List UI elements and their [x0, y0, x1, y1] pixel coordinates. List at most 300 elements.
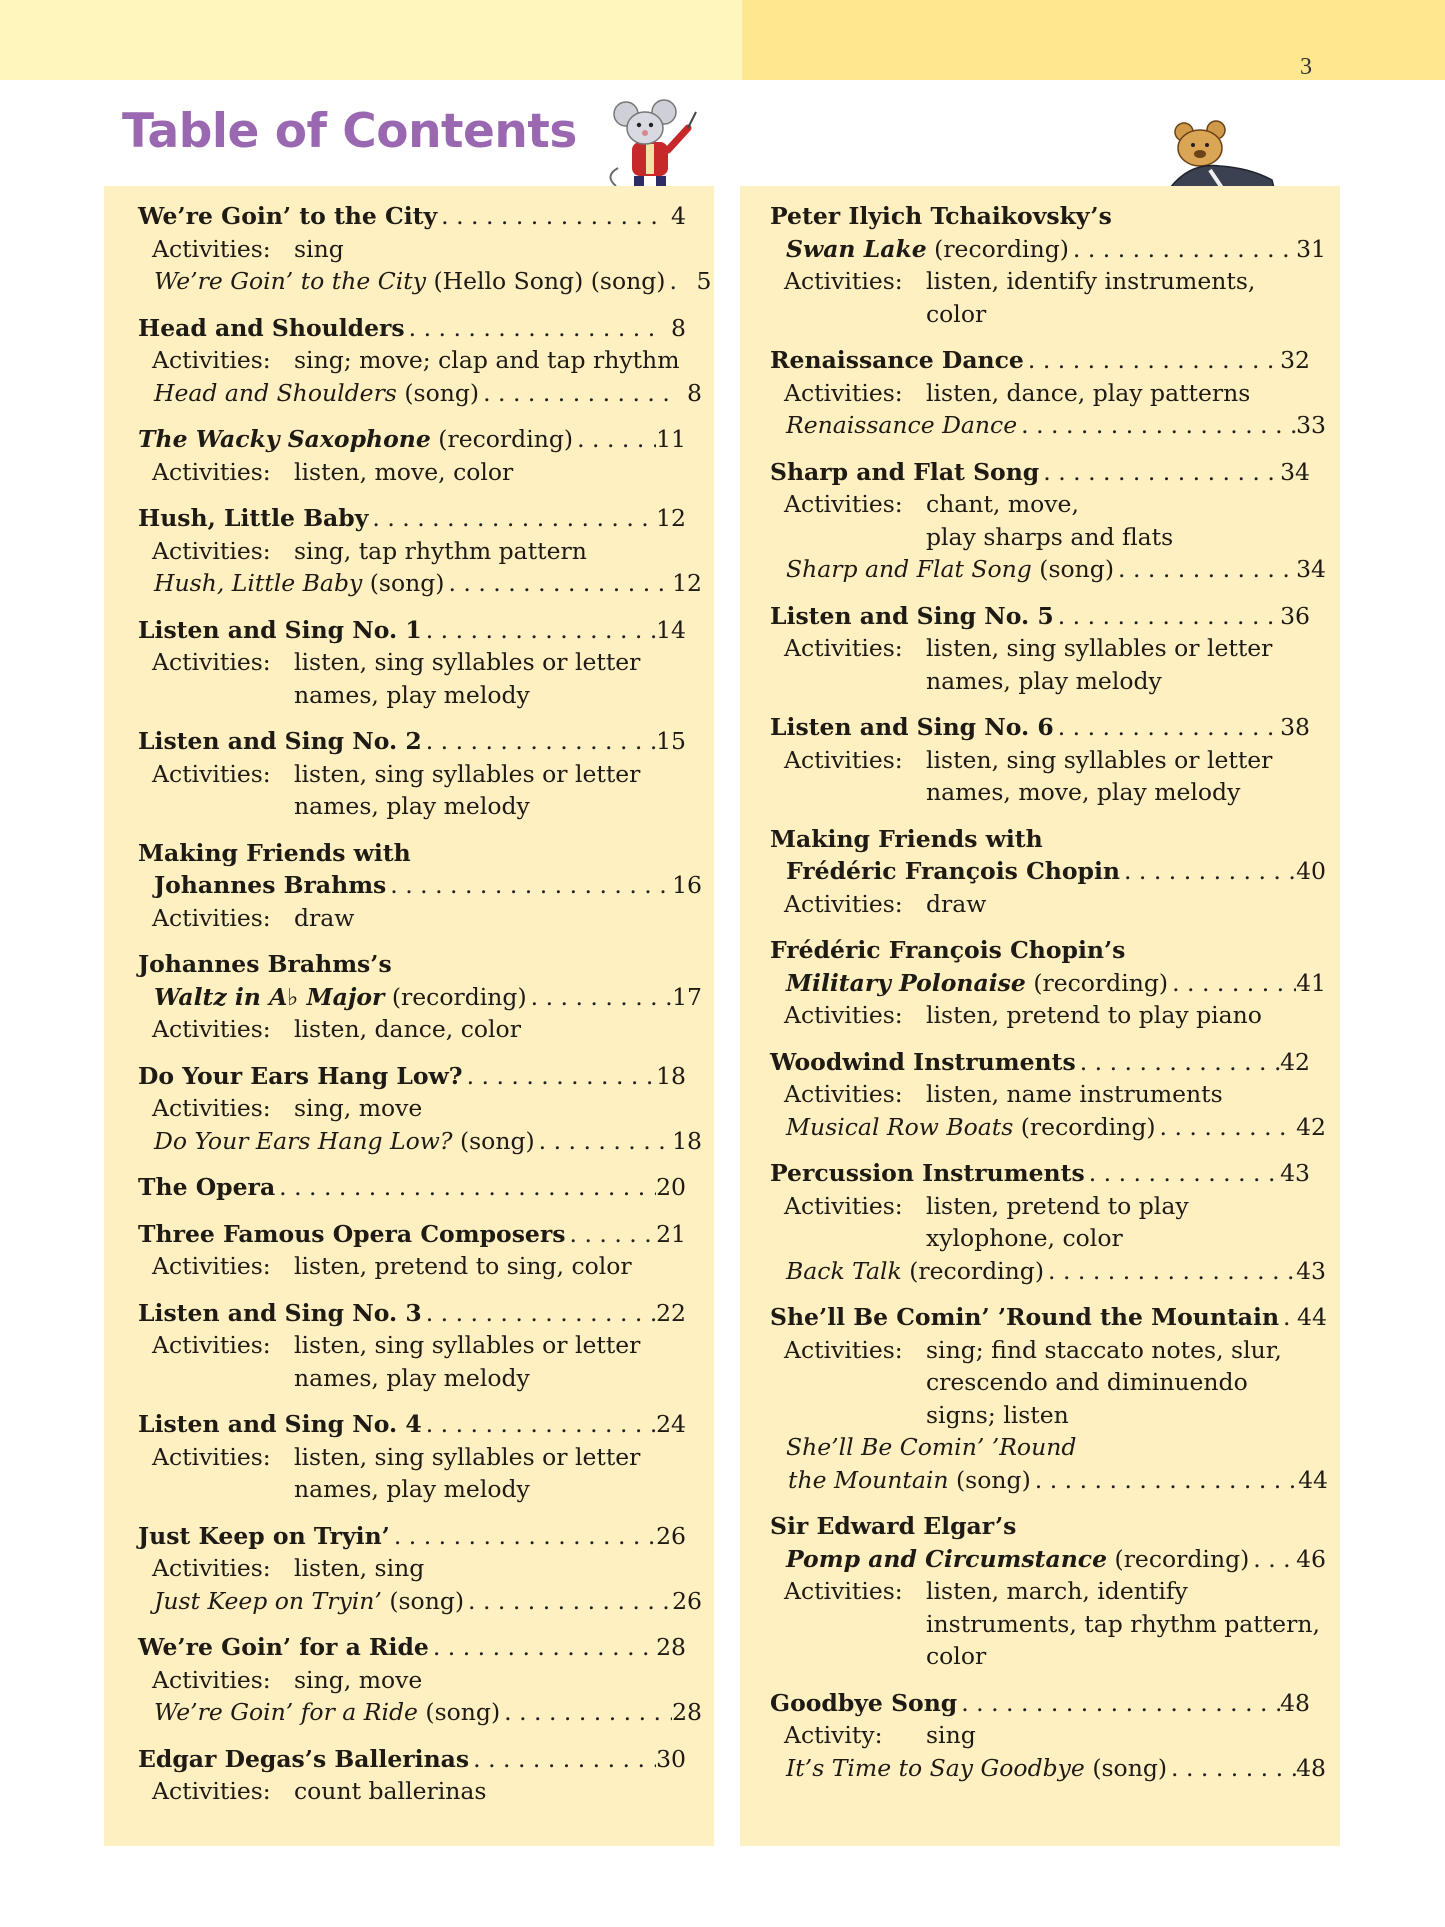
toc-line: [770, 823, 1310, 856]
toc-line[interactable]: [138, 1125, 702, 1158]
activities-line: [138, 344, 700, 377]
entry-title: Johannes Brahms: [154, 871, 387, 899]
toc-line[interactable]: [138, 1171, 686, 1204]
toc-entry: [138, 1743, 714, 1808]
toc-line: [770, 200, 1310, 233]
toc-entry: [770, 456, 1340, 586]
work-type: (recording): [926, 234, 1069, 263]
activities-line: [138, 1092, 700, 1125]
page-ref: 28: [656, 1633, 686, 1661]
entry-title: Listen and Sing No. 6: [770, 713, 1054, 741]
page-ref: 26: [656, 1521, 686, 1550]
work-type: (recording): [384, 982, 527, 1011]
activities-label: Activities:: [784, 889, 903, 918]
activities-text: color: [926, 299, 987, 328]
header-band-left: [0, 0, 742, 80]
page-ref: 40: [1296, 857, 1326, 885]
entry-title: Woodwind Instruments: [770, 1047, 1076, 1076]
activities-line: [770, 265, 1324, 298]
activities-label: Activities:: [784, 490, 903, 518]
activities-text: sing; move; clap and tap rhythm: [294, 346, 680, 374]
activities-line: [770, 1190, 1324, 1223]
leader-dots: [479, 377, 674, 410]
page-ref: 20: [656, 1173, 686, 1201]
activities-line: [770, 1719, 1324, 1752]
toc-line: [138, 837, 686, 870]
toc-line[interactable]: [770, 1111, 1326, 1144]
activities-label: Activities:: [784, 1577, 903, 1605]
page-ref: 14: [656, 615, 686, 644]
leader-dots: [1114, 553, 1296, 586]
toc-line[interactable]: [138, 1696, 702, 1729]
entry-title: We’re Goin’ to the City: [138, 202, 438, 230]
page-ref: 42: [1296, 1112, 1326, 1141]
activities-label: Activities:: [784, 1080, 903, 1108]
page-ref: 12: [656, 504, 686, 532]
entry-title: Listen and Sing No. 5: [770, 601, 1054, 630]
toc-line[interactable]: [770, 711, 1310, 744]
work-title: Swan Lake: [786, 234, 927, 263]
activities-line: [138, 1250, 700, 1283]
leader-dots: [390, 1520, 656, 1553]
activities-line: [138, 790, 700, 823]
activities-text: color: [926, 1642, 987, 1670]
activities-line: [138, 1013, 700, 1046]
song-title: Back Talk: [786, 1256, 902, 1285]
page-ref: 16: [672, 871, 702, 899]
toc-entry: [138, 1408, 714, 1506]
leader-dots: [1120, 855, 1296, 888]
activities-line: [138, 456, 700, 489]
toc-line[interactable]: [770, 855, 1326, 888]
toc-entry: [770, 1510, 1340, 1673]
entry-title: Do Your Ears Hang Low?: [138, 1061, 463, 1090]
page-ref: 21: [656, 1219, 686, 1248]
entry-title: Listen and Sing No. 4: [138, 1410, 422, 1438]
song-type: (Hello Song) (song): [425, 267, 666, 295]
toc-entry: [138, 948, 714, 1046]
toc-entry: [770, 1046, 1340, 1144]
activities-label: Activities:: [784, 1191, 903, 1220]
activities-line: [138, 1775, 700, 1808]
activities-label: Activities:: [784, 1335, 903, 1364]
leader-dots: [422, 1408, 656, 1441]
activities-label: Activities:: [152, 759, 271, 788]
toc-panel-left: [104, 186, 714, 1846]
leader-dots: [500, 1696, 672, 1729]
page-ref: 36: [1280, 601, 1310, 630]
page-ref: 24: [656, 1410, 686, 1438]
activities-label: Activities:: [784, 634, 903, 662]
toc-line[interactable]: [138, 1060, 686, 1093]
song-type: (song): [1031, 555, 1115, 583]
song-title: She’ll Be Comin’ ’Round: [786, 1433, 1077, 1461]
activities-text: signs; listen: [926, 1400, 1069, 1429]
activities-line: [770, 999, 1324, 1032]
toc-line[interactable]: [138, 1218, 686, 1251]
toc-line[interactable]: [770, 344, 1310, 377]
activities-text: names, play melody: [926, 666, 1162, 695]
toc-entry: [138, 1171, 714, 1204]
activities-line: [770, 1575, 1324, 1608]
activities-text: listen, pretend to play piano: [926, 1001, 1262, 1029]
entry-title: Hush, Little Baby: [138, 504, 369, 532]
leader-dots: [1017, 409, 1296, 442]
entry-title: Renaissance Dance: [770, 346, 1024, 374]
activities-label: Activities:: [152, 1554, 271, 1582]
activities-text: listen, pretend to play: [926, 1191, 1189, 1220]
leader-dots: [422, 725, 656, 758]
song-type: (recording): [901, 1256, 1045, 1285]
toc-entry: [138, 1060, 714, 1158]
song-title: Hush, Little Baby: [154, 569, 363, 597]
entry-type: (recording): [430, 425, 574, 453]
toc-line[interactable]: [770, 456, 1310, 489]
activities-text: listen, identify instruments,: [926, 267, 1256, 295]
activities-text: listen, sing syllables or letter: [294, 759, 641, 788]
entry-title: Making Friends with: [770, 824, 1043, 853]
leader-dots: [527, 981, 672, 1014]
activities-line: [138, 1552, 700, 1585]
song-title: We’re Goin’ to the City: [154, 267, 426, 295]
activities-text: sing: [294, 234, 344, 263]
leader-dots: [1168, 967, 1296, 1000]
toc-entry: [770, 1301, 1340, 1496]
leader-dots: [1044, 1255, 1296, 1288]
toc-line[interactable]: [138, 1585, 702, 1618]
toc-entry: [138, 312, 714, 410]
leader-dots: [1076, 1046, 1280, 1079]
page-ref: 8: [671, 313, 686, 342]
activities-label: Activities:: [152, 1331, 271, 1359]
toc-line[interactable]: [138, 869, 702, 902]
activities-line: [138, 758, 700, 791]
toc-line[interactable]: [138, 312, 686, 345]
activities-text: chant, move,: [926, 490, 1079, 518]
entry-title: We’re Goin’ for a Ride: [138, 1633, 429, 1661]
leader-dots: [469, 1743, 656, 1776]
activities-text: names, move, play melody: [926, 778, 1241, 806]
page-ref: 43: [1280, 1159, 1310, 1187]
activities-text: sing, tap rhythm pattern: [294, 536, 587, 565]
toc-line[interactable]: [770, 1752, 1326, 1785]
page-ref: 31: [1296, 234, 1326, 263]
toc-line[interactable]: [770, 1543, 1326, 1576]
activities-line: [770, 298, 1324, 331]
activities-label: Activities:: [152, 1015, 271, 1043]
toc-entry: [770, 934, 1340, 1032]
activities-text: draw: [294, 903, 355, 932]
toc-entry: [770, 1157, 1340, 1287]
song-title: Do Your Ears Hang Low?: [154, 1126, 453, 1155]
toc-line[interactable]: [138, 1408, 686, 1441]
page-ref: 38: [1280, 713, 1310, 741]
activities-label: Activities:: [152, 536, 271, 565]
toc-line[interactable]: [770, 409, 1326, 442]
activities-text: names, play melody: [294, 1363, 530, 1392]
toc-entry: [770, 711, 1340, 809]
leader-dots: [422, 614, 656, 647]
toc-entry: [138, 200, 714, 298]
page-ref: 4: [671, 202, 686, 230]
song-title: the Mountain: [788, 1465, 949, 1494]
entry-title: Listen and Sing No. 1: [138, 615, 422, 644]
activities-label: Activities:: [152, 903, 271, 932]
activities-label: Activities:: [152, 234, 271, 263]
toc-line[interactable]: [138, 200, 686, 233]
leader-dots: [422, 1297, 656, 1330]
leader-dots: [566, 1218, 657, 1251]
song-title: Just Keep on Tryin’: [154, 1586, 382, 1615]
activities-label: Activities:: [784, 378, 903, 407]
leader-dots: [1249, 1543, 1296, 1576]
toc-line[interactable]: [138, 725, 686, 758]
activities-text: names, play melody: [294, 792, 530, 820]
entry-title: Head and Shoulders: [138, 313, 405, 342]
activities-text: listen, sing: [294, 1554, 425, 1582]
toc-entry: [138, 423, 714, 488]
page-ref: 41: [1296, 968, 1326, 997]
leader-dots: [1156, 1111, 1297, 1144]
activities-line: [770, 1399, 1324, 1432]
mouse-conductor-illustration: [600, 98, 710, 190]
entry-title: Johannes Brahms’s: [138, 950, 392, 978]
leader-dots: [429, 1631, 656, 1664]
entry-title: Sharp and Flat Song: [770, 457, 1040, 486]
toc-line: [770, 1431, 1326, 1464]
activities-line: [770, 744, 1324, 777]
toc-line[interactable]: [138, 423, 686, 456]
header-band-right: [742, 0, 1445, 80]
toc-entry: [138, 1218, 714, 1283]
leader-dots: [444, 567, 672, 600]
page-ref: 30: [656, 1744, 686, 1773]
activities-text: listen, pretend to sing, color: [294, 1252, 632, 1280]
toc-line[interactable]: [138, 265, 712, 298]
page-ref: 8: [687, 378, 702, 407]
toc-entry: [138, 614, 714, 712]
activities-line: [770, 665, 1324, 698]
activities-line: [138, 1362, 700, 1395]
activities-line: [138, 1473, 700, 1506]
work-type: (recording): [1107, 1544, 1250, 1573]
leader-dots: [464, 1585, 672, 1618]
toc-line[interactable]: [770, 1157, 1310, 1190]
entry-title: She’ll Be Comin’ ’Round the Mountain: [770, 1303, 1280, 1331]
page-ref: 5: [696, 267, 712, 295]
page-ref: 48: [1296, 1753, 1326, 1782]
page-ref: 26: [672, 1586, 702, 1615]
toc-panel-right: [740, 186, 1340, 1846]
song-type: (song): [396, 378, 480, 407]
toc-entry: [770, 600, 1340, 698]
activities-label: Activities:: [152, 1442, 271, 1471]
toc-line[interactable]: [770, 600, 1310, 633]
page-ref: 33: [1296, 411, 1326, 439]
entry-title: Edgar Degas’s Ballerinas: [138, 1744, 470, 1773]
entry-title: Percussion Instruments: [770, 1159, 1085, 1187]
song-title: Musical Row Boats: [786, 1112, 1014, 1141]
toc-entry: [138, 725, 714, 823]
toc-entry: [138, 1297, 714, 1395]
activities-line: [138, 233, 700, 266]
page-title: Table of Contents: [122, 104, 577, 159]
toc-line: [770, 1510, 1310, 1543]
leader-dots: [1167, 1752, 1296, 1785]
toc-entry: [138, 502, 714, 600]
leader-dots: [275, 1171, 656, 1204]
leader-dots: [1039, 456, 1280, 489]
activities-text: play sharps and flats: [926, 522, 1174, 551]
activities-line: [770, 1222, 1324, 1255]
activities-line: [770, 1366, 1324, 1399]
page-ref: 15: [656, 727, 686, 755]
toc-line: [770, 934, 1310, 967]
toc-entry: [138, 1631, 714, 1729]
activities-text: sing, move: [294, 1094, 423, 1122]
page-ref: 12: [672, 569, 702, 597]
leader-dots: [1279, 1301, 1297, 1334]
toc-line: [138, 948, 686, 981]
activities-line: [138, 902, 700, 935]
activities-line: [770, 1608, 1324, 1641]
page-ref: 17: [672, 982, 702, 1011]
page-ref: 42: [1280, 1047, 1310, 1076]
activities-text: listen, sing syllables or letter: [294, 648, 641, 676]
toc-line[interactable]: [138, 981, 702, 1014]
page-ref: 22: [656, 1298, 686, 1327]
page-ref: 34: [1280, 457, 1310, 486]
toc-line[interactable]: [138, 502, 686, 535]
page-ref: 28: [672, 1698, 702, 1726]
work-title: Pomp and Circumstance: [786, 1544, 1108, 1573]
song-type: (recording): [1013, 1112, 1156, 1141]
page-ref: 18: [656, 1061, 686, 1090]
toc-entry: [770, 344, 1340, 442]
activities-line: [770, 776, 1324, 809]
page-ref: 46: [1296, 1544, 1326, 1573]
activities-line: [770, 521, 1324, 554]
song-title: We’re Goin’ for a Ride: [154, 1698, 418, 1726]
leader-dots: [1054, 600, 1280, 633]
activities-text: listen, march, identify: [926, 1577, 1188, 1605]
activities-label: Activities:: [152, 1777, 271, 1805]
activities-text: count ballerinas: [294, 1777, 487, 1805]
bear-illustration: [1150, 118, 1280, 188]
toc-line[interactable]: [770, 233, 1326, 266]
leader-dots: [368, 502, 656, 535]
entry-title: The Opera: [138, 1173, 276, 1201]
activities-text: listen, dance, play patterns: [926, 378, 1251, 407]
leader-dots: [437, 200, 658, 233]
activities-label: Activities:: [152, 1094, 271, 1122]
toc-line[interactable]: [770, 553, 1326, 586]
entry-title: Just Keep on Tryin’: [138, 1521, 390, 1550]
leader-dots: [386, 869, 672, 902]
song-type: (song): [1084, 1753, 1168, 1782]
toc-line[interactable]: [770, 967, 1326, 1000]
toc-line[interactable]: [138, 1631, 686, 1664]
activities-label: Activities:: [784, 267, 903, 295]
activities-text: sing; find staccato notes, slur,: [926, 1335, 1282, 1364]
toc-entry: [770, 1687, 1340, 1785]
work-type: (recording): [1025, 968, 1169, 997]
entry-title: Making Friends with: [138, 838, 411, 867]
activities-line: [770, 888, 1324, 921]
activities-label: Activity:: [784, 1721, 883, 1749]
activities-text: listen, sing syllables or letter: [926, 745, 1273, 774]
activities-label: Activities:: [152, 1665, 271, 1694]
page-number: 3: [1300, 54, 1312, 80]
song-title: Renaissance Dance: [786, 411, 1018, 439]
leader-dots: [665, 265, 683, 298]
toc-line[interactable]: [138, 1743, 686, 1776]
activities-text: names, play melody: [294, 1475, 530, 1503]
leader-dots: [1054, 711, 1280, 744]
activities-label: Activities:: [152, 1252, 271, 1280]
page-ref: 11: [656, 425, 686, 453]
activities-line: [770, 1078, 1324, 1111]
toc-line[interactable]: [770, 1046, 1310, 1079]
page-ref: 34: [1296, 555, 1326, 583]
entry-title: The Wacky Saxophone: [138, 425, 431, 453]
activities-line: [770, 377, 1324, 410]
leader-dots: [1031, 1464, 1298, 1497]
activities-line: [770, 1640, 1324, 1673]
toc-line[interactable]: [138, 614, 686, 647]
toc-line[interactable]: [138, 377, 702, 410]
toc-line[interactable]: [770, 1255, 1326, 1288]
song-type: (song): [381, 1586, 465, 1615]
toc-line[interactable]: [770, 1687, 1310, 1720]
song-type: (song): [948, 1465, 1031, 1494]
activities-text: instruments, tap rhythm pattern,: [926, 1609, 1320, 1638]
activities-label: Activities:: [784, 745, 903, 774]
leader-dots: [1085, 1157, 1280, 1190]
work-title: Military Polonaise: [786, 968, 1026, 997]
activities-text: crescendo and diminuendo: [926, 1368, 1248, 1396]
toc-line[interactable]: [138, 567, 702, 600]
leader-dots: [957, 1687, 1280, 1720]
activities-line: [770, 488, 1324, 521]
leader-dots: [405, 312, 658, 345]
song-title: Sharp and Flat Song: [786, 555, 1032, 583]
activities-line: [138, 679, 700, 712]
song-title: It’s Time to Say Goodbye: [786, 1753, 1085, 1782]
activities-text: listen, dance, color: [294, 1015, 521, 1043]
entry-title: Peter Ilyich Tchaikovsky’s: [770, 202, 1112, 230]
toc-line[interactable]: [138, 1297, 686, 1330]
toc-line[interactable]: [770, 1464, 1328, 1497]
activities-text: sing: [926, 1721, 976, 1749]
toc-line[interactable]: [138, 1520, 686, 1553]
entry-title: Frédéric François Chopin: [786, 857, 1120, 885]
entry-title: Listen and Sing No. 3: [138, 1298, 422, 1327]
leader-dots: [1024, 344, 1280, 377]
toc-line[interactable]: [770, 1301, 1327, 1334]
page-ref: 43: [1296, 1256, 1326, 1285]
activities-line: [138, 1441, 700, 1474]
toc-entry: [770, 200, 1340, 330]
activities-text: listen, sing syllables or letter: [294, 1331, 641, 1359]
leader-dots: [573, 423, 656, 456]
activities-line: [770, 1334, 1324, 1367]
activities-text: listen, move, color: [294, 457, 514, 486]
activities-line: [138, 535, 700, 568]
entry-title: Sir Edward Elgar’s: [770, 1512, 1017, 1540]
page-ref: 44: [1297, 1303, 1327, 1331]
activities-text: draw: [926, 889, 987, 918]
